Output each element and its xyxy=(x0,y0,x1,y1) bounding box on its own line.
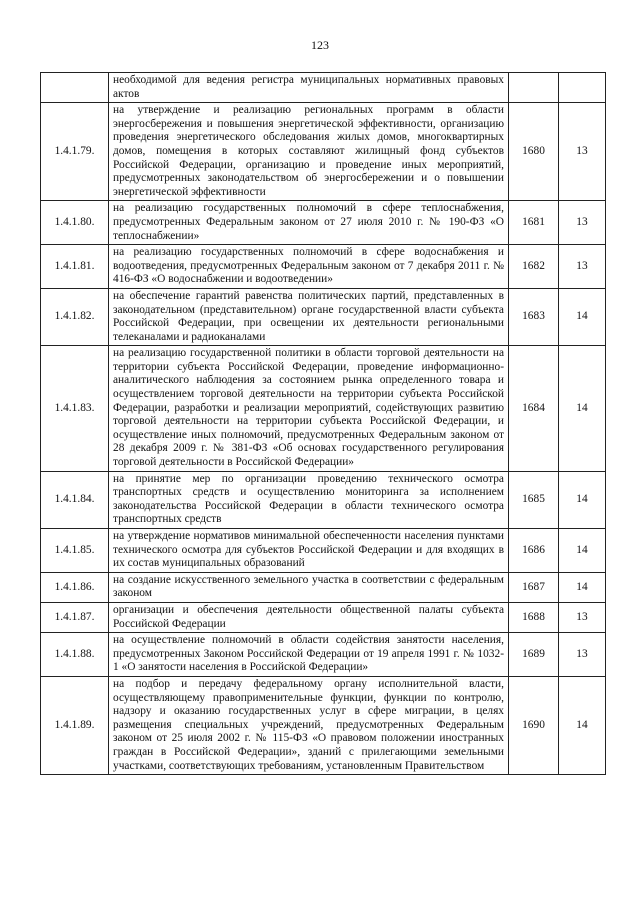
table-row xyxy=(41,633,606,677)
row-description: на реализацию государственных полномочий в сфере теплоснабжения, предусмотренных Федеральным законом от 27 июля 2010 г. № 190-ФЗ «О теплоснабжении» xyxy=(109,201,509,245)
page-number: 123 xyxy=(311,38,329,52)
table-row xyxy=(41,676,606,774)
table-row xyxy=(41,73,606,103)
budget-classification-table xyxy=(40,72,606,775)
table-row xyxy=(41,572,606,602)
row-code xyxy=(509,73,559,103)
table-row xyxy=(41,245,606,289)
table-row xyxy=(41,602,606,632)
row-page: 13 xyxy=(559,103,606,201)
row-number: 1.4.1.79. xyxy=(41,103,109,201)
table-row xyxy=(41,201,606,245)
row-page: 14 xyxy=(559,529,606,573)
row-page: 13 xyxy=(559,633,606,677)
row-description: на утверждение нормативов минимальной обеспеченности населения пунктами технического осмотра для субъектов Российской Федерации и для входящих в их состав муниципальных образований xyxy=(109,529,509,573)
table-row xyxy=(41,529,606,573)
row-code: 1680 xyxy=(509,103,559,201)
row-number xyxy=(41,73,109,103)
table-row xyxy=(41,346,606,471)
row-number: 1.4.1.81. xyxy=(41,245,109,289)
row-page: 13 xyxy=(559,245,606,289)
row-code: 1684 xyxy=(509,346,559,471)
row-description: на создание искусственного земельного участка в соответствии с федеральным законом xyxy=(109,572,509,602)
table-row xyxy=(41,288,606,345)
row-number: 1.4.1.83. xyxy=(41,346,109,471)
row-code: 1687 xyxy=(509,572,559,602)
row-code: 1683 xyxy=(509,288,559,345)
table-row xyxy=(41,471,606,528)
row-page: 13 xyxy=(559,201,606,245)
row-number: 1.4.1.87. xyxy=(41,602,109,632)
row-page: 14 xyxy=(559,288,606,345)
row-description: на обеспечение гарантий равенства политических партий, представленных в законодательном (представительном) органе государственной власти субъекта Российской Федерации, при освещении их деятельности региональными телеканалами и радиоканалами xyxy=(109,288,509,345)
row-page: 14 xyxy=(559,346,606,471)
row-code: 1689 xyxy=(509,633,559,677)
row-description: на реализацию государственной политики в области торговой деятельности на территории субъекта Российской Федерации, проведение информационно-аналитического наблюдения за состоянием рынка определенного товара и осуществлением торговой деятельности на территории субъекта Российской Федерации, разработки и реализации мероприятий, содействующих развитию торговой деятельности на территории субъекта Российской Федерации, и осуществление иных полномочий, предусмотренных Федеральным законом от 28 декабря 2009 г. № 381-ФЗ «Об основах государственного регулирования торговой деятельности в Российской Федерации» xyxy=(109,346,509,471)
row-number: 1.4.1.89. xyxy=(41,676,109,774)
row-code: 1682 xyxy=(509,245,559,289)
row-description: необходимой для ведения регистра муниципальных нормативных правовых актов xyxy=(109,73,509,103)
row-number: 1.4.1.85. xyxy=(41,529,109,573)
row-page: 14 xyxy=(559,676,606,774)
row-page: 13 xyxy=(559,602,606,632)
row-code: 1685 xyxy=(509,471,559,528)
row-page xyxy=(559,73,606,103)
row-page: 14 xyxy=(559,471,606,528)
row-code: 1686 xyxy=(509,529,559,573)
row-description: на утверждение и реализацию региональных программ в области энергосбережения и повышения энергетической эффективности, организацию проведения энергетического обследования жилых домов, многоквартирных домов, помещения в которых составляют жилищный фонд субъектов Российской Федерации, организацию и проведение иных мероприятий, предусмотренных законодательством об энергосбережении и о повышении энергетической эффективности xyxy=(109,103,509,201)
row-description: на осуществление полномочий в области содействия занятости населения, предусмотренных Законом Российской Федерации от 19 апреля 1991 г. № 1032-1 «О занятости населения в Российской Федерации» xyxy=(109,633,509,677)
row-page: 14 xyxy=(559,572,606,602)
row-number: 1.4.1.82. xyxy=(41,288,109,345)
row-description: на подбор и передачу федеральному органу исполнительной власти, осуществляющему правоприменительные функции, функции по контролю, надзору и оказанию государственных услуг в сфере миграции, в целях размещения специальных учреждений, предусмотренных Федеральным законом от 25 июля 2002 г. № 115-ФЗ «О правовом положении иностранных граждан в Российской Федерации», зданий с прилегающими земельными участками, соответствующих требованиям, установленным Правительством xyxy=(109,676,509,774)
row-number: 1.4.1.88. xyxy=(41,633,109,677)
row-description: на принятие мер по организации проведению технического осмотра транспортных средств и осуществлению мониторинга за исполнением законодательства Российской Федерации в области технического осмотра транспортных средств xyxy=(109,471,509,528)
row-number: 1.4.1.86. xyxy=(41,572,109,602)
row-code: 1690 xyxy=(509,676,559,774)
row-code: 1688 xyxy=(509,602,559,632)
row-number: 1.4.1.80. xyxy=(41,201,109,245)
row-number: 1.4.1.84. xyxy=(41,471,109,528)
table-row xyxy=(41,103,606,201)
row-description: на реализацию государственных полномочий в сфере водоснабжения и водоотведения, предусмотренных Федеральным законом от 7 декабря 2011 г. № 416-ФЗ «О водоснабжении и водоотведении» xyxy=(109,245,509,289)
row-code: 1681 xyxy=(509,201,559,245)
row-description: организации и обеспечения деятельности общественной палаты субъекта Российской Федерации xyxy=(109,602,509,632)
